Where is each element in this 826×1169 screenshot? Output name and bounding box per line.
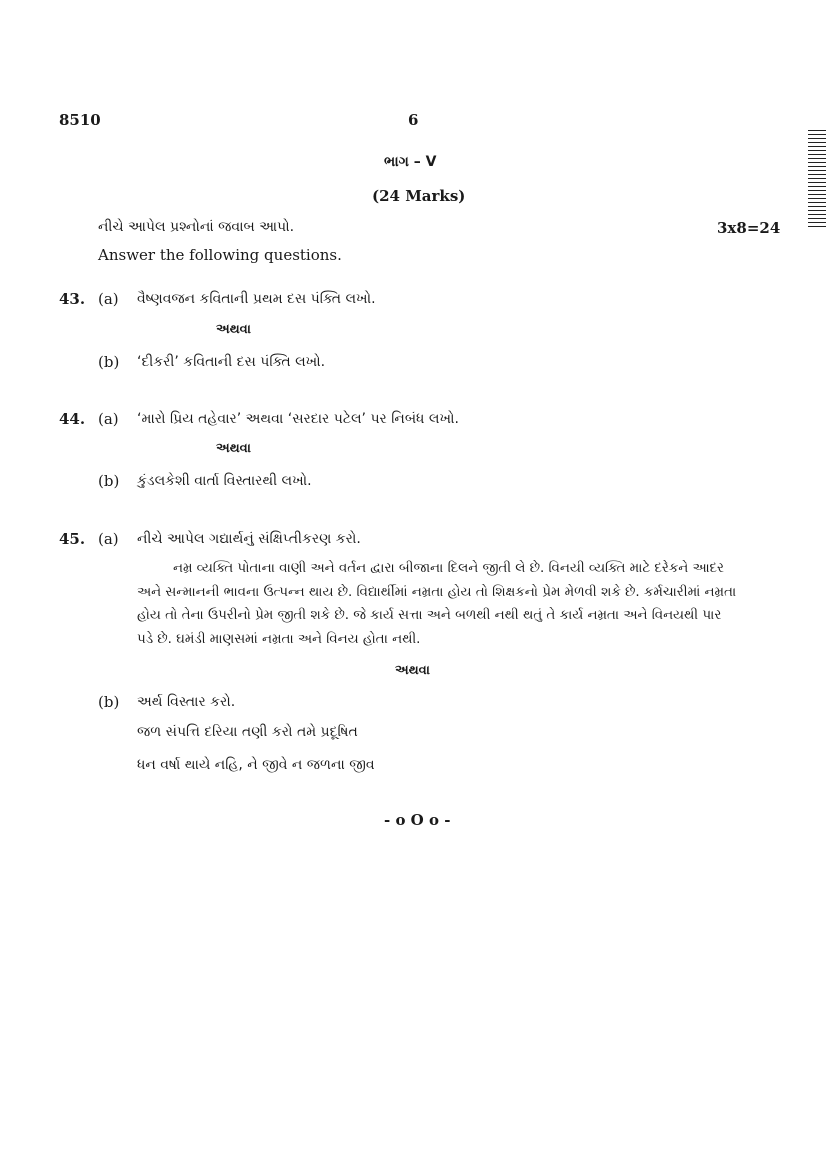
question-number: 44.: [59, 410, 86, 428]
question-text: કુંડલકેશી વાર્તા વિસ્તારથી લખો.: [137, 473, 312, 489]
subquestion-label: (b): [98, 353, 120, 371]
instruction-gujarati: નીચે આપેલ પ્રશ્નોનાં જવાબ આપો.: [98, 219, 295, 235]
page-number: 6: [408, 111, 419, 129]
verse-line: જળ સંપત્તિ દરિયા તણી કરો તમે પ્રદૂષિત: [137, 724, 358, 740]
subquestion-label: (a): [98, 410, 119, 428]
question-text: નીચે આપેલ ગદ્યાર્થનું સંક્ષિપ્તીકરણ કરો.: [137, 531, 361, 547]
subquestion-label: (b): [98, 693, 120, 711]
or-label: અથવા: [395, 663, 430, 678]
instruction-english: Answer the following questions.: [98, 246, 342, 264]
question-number: 45.: [59, 530, 86, 548]
question-text: વૈષ્ણવજન કવિતાની પ્રથમ દસ પંક્તિ લખો.: [137, 291, 376, 307]
question-number: 43.: [59, 290, 86, 308]
marks-scheme: 3x8=24: [717, 219, 781, 237]
verse-line: ધન વર્ષા થાયે નહિ, ને જીવે ન જળના જીવ: [137, 757, 375, 773]
question-text: અર્થ વિસ્તાર કરો.: [137, 694, 236, 710]
barcode-strip: [808, 130, 826, 230]
question-text: ‘મારો પ્રિય તહેવાર’ અથવા ‘સરદાર પટેલ’ પર નિબંધ લખો.: [137, 411, 459, 427]
question-text: ‘દીકરી’ કવિતાની દસ પંક્તિ લખો.: [137, 354, 326, 370]
passage-text: નમ્ર વ્યક્તિ પોતાના વાણી અને વર્તન દ્વારા બીજાના દિલને જીતી લે છે. વિનયી વ્યક્તિ માટે દરેકને આદર અને સન્માનની ભાવના ઉત્પન્ન થાય છે. વિદ્યાર્થીમાં નમ્રતા હોય તો શિક્ષકનો પ્રેમ મેળવી શકે છે. કર્મચારીમાં નમ્રતા હોય તો તેના ઉપરીનો પ્રેમ જીતી શકે છે. જે કાર્ય સત્તા અને બળથી નથી થતું તે કાર્ય નમ્રતા અને વિનયથી પાર પડે છે. ઘમંડી માણસમાં નમ્રતા અને વિનય હોતા નથી.: [137, 561, 737, 647]
paper-code: 8510: [59, 111, 101, 129]
subquestion-label: (a): [98, 290, 119, 308]
end-mark: - o O o -: [384, 811, 451, 829]
section-marks: (24 Marks): [372, 187, 466, 205]
subquestion-label: (a): [98, 530, 119, 548]
or-label: અથવા: [216, 322, 251, 337]
section-title: ભાગ – V: [384, 154, 437, 170]
subquestion-label: (b): [98, 472, 120, 490]
or-label: અથવા: [216, 441, 251, 456]
